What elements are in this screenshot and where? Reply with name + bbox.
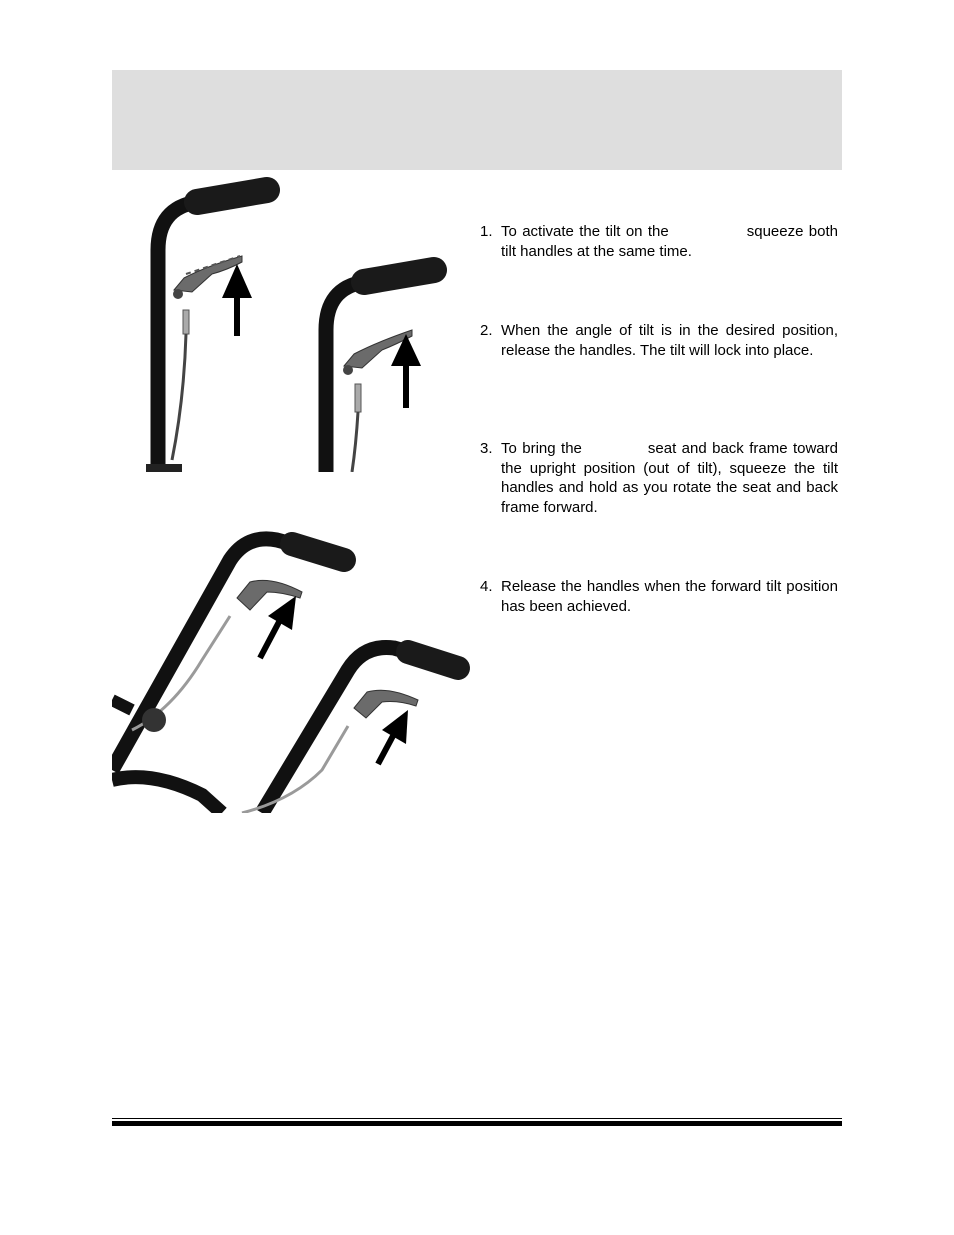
step-item	[480, 222, 838, 261]
tilt-handles-tilted-figure	[112, 520, 478, 813]
arrow-up-icon	[391, 334, 421, 408]
arrow-up-right-icon	[378, 710, 408, 764]
right-handle	[326, 270, 434, 472]
step-text: When the angle of tilt is in the desired position, release the handles. The tilt will lock into place.	[501, 322, 838, 359]
arrow-up-icon	[222, 264, 252, 336]
step-number: 1.	[480, 223, 493, 240]
step-number: 2.	[480, 322, 493, 339]
step-item	[480, 577, 838, 616]
footer-rule-thick	[112, 1121, 842, 1126]
left-tilted-handle	[112, 539, 344, 813]
step-text: To activate the tilt on the squeeze both tilt handles at the same time.	[501, 223, 839, 260]
step-text: To bring the seat and back frame toward the upright position (out of tilt), squeeze the tilt handles and hold as you rotate the seat and back frame forward.	[501, 440, 838, 517]
step-item	[480, 321, 838, 360]
step-text: Release the handles when the forward tilt position has been achieved.	[501, 578, 838, 615]
right-tilted-handle	[242, 647, 458, 813]
left-handle	[146, 190, 267, 472]
arrow-up-right-icon	[260, 596, 296, 658]
step-number: 4.	[480, 578, 493, 595]
step-item	[480, 439, 838, 518]
header-band	[112, 70, 842, 170]
footer-rule	[112, 1118, 842, 1119]
tilt-handles-upright-figure	[112, 170, 478, 472]
step-number: 3.	[480, 440, 493, 457]
